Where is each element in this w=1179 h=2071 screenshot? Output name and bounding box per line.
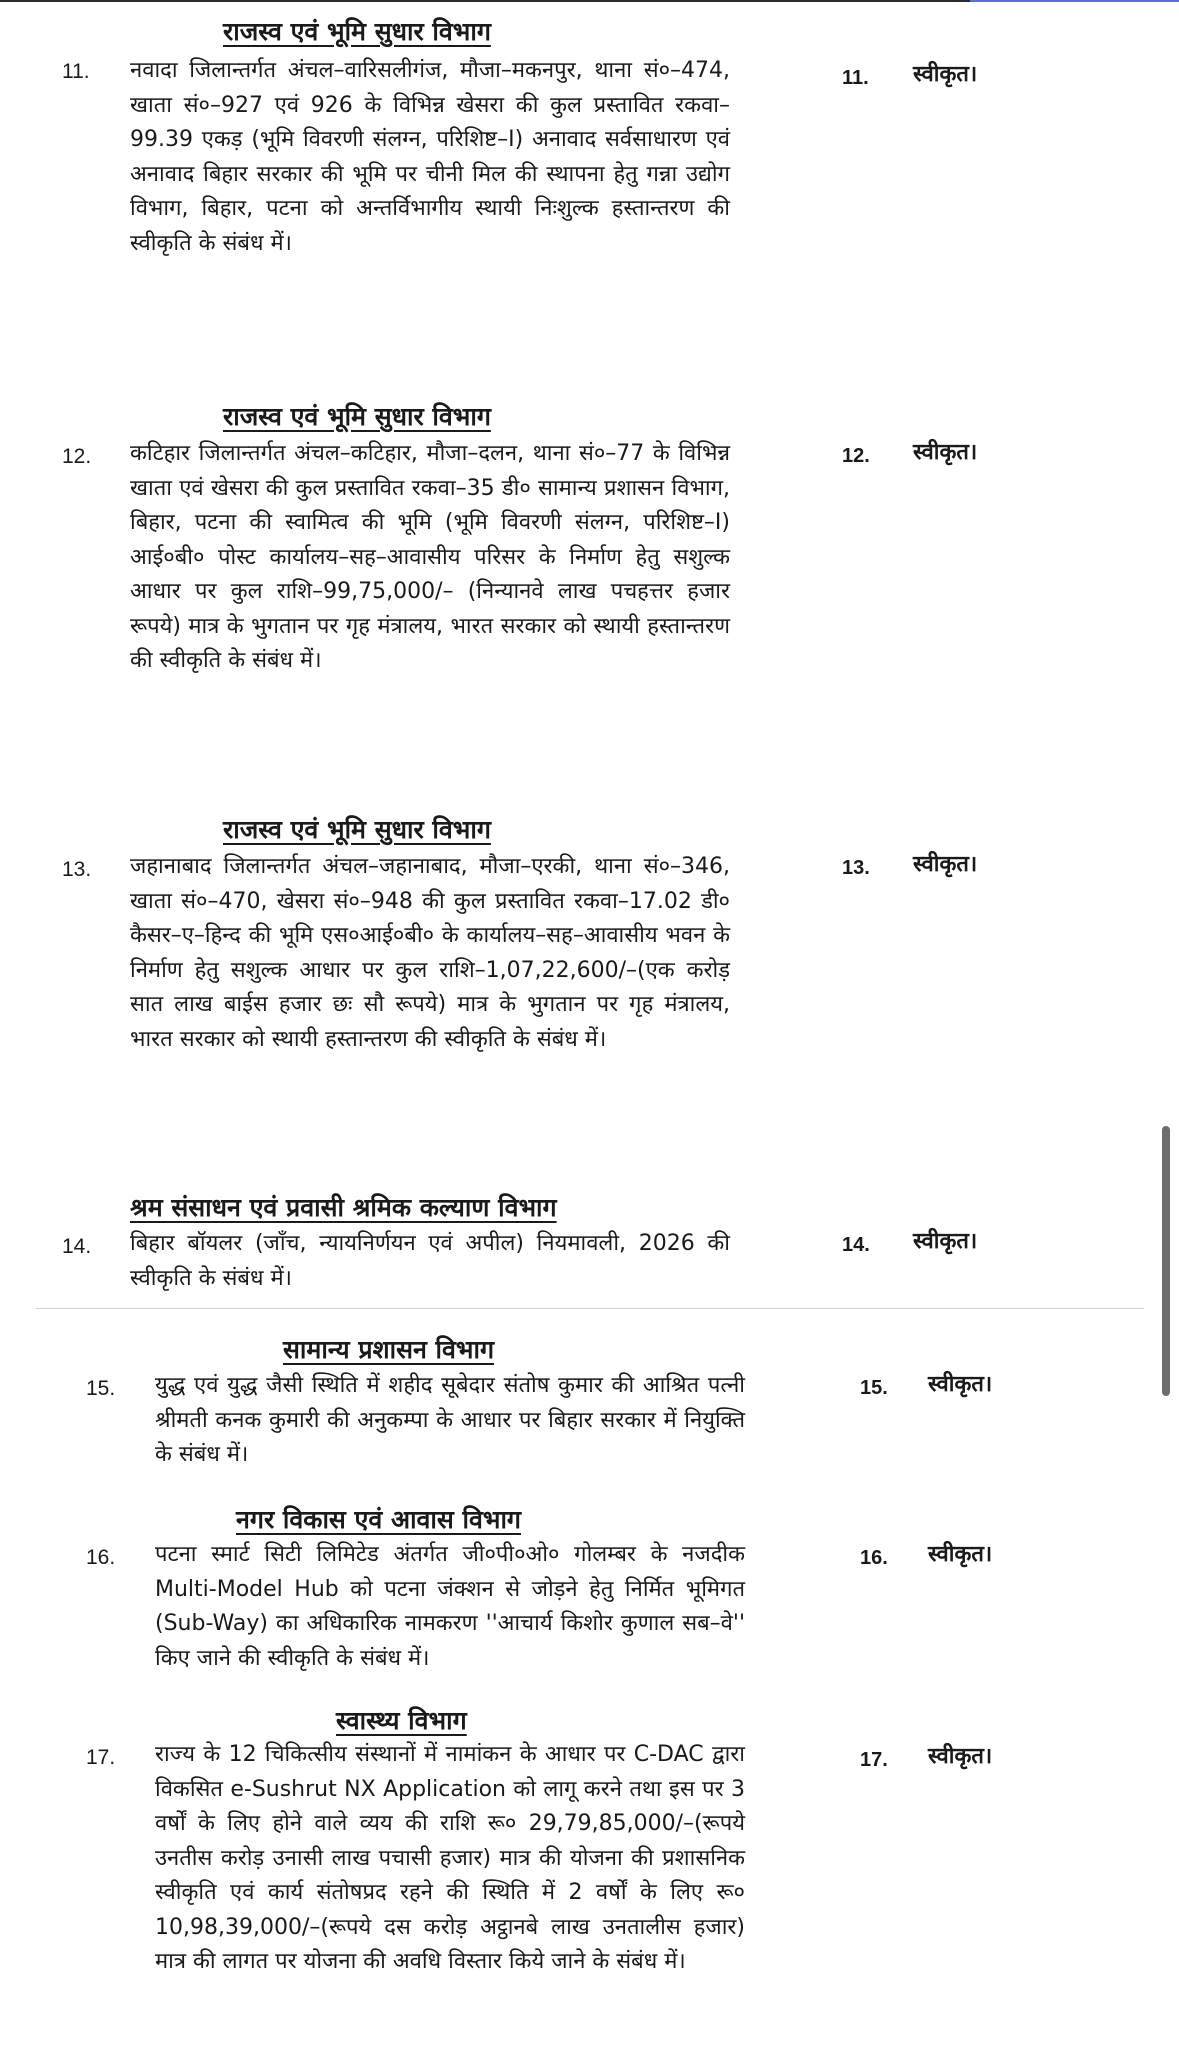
item-text: राज्य के 12 चिकित्सीय संस्थानों में नामांकन के आधार पर C-DAC द्वारा विकसित e-Sushrut NX Application को लागू करने तथा इस पर 3 वर्षों के लिए होने वाले व्यय की राशि रू० 29,79,85,000/–(रूपये उनतीस करोड़ उनासी लाख पचासी हजार) मात्र की योजना की प्रशासनिक स्वीकृति एवं कार्य संतोषप्रद रहने की स्थिति में 2 वर्षों के लिए रू० 10,98,39,000/–(रूपये दस करोड़ अट्ठानबे लाख उनतालीस हजार) मात्र की लागत पर योजना की अवधि विस्तार किये जाने के संबंध में। <box>155 1742 745 1974</box>
item-text: कटिहार जिलान्तर्गत अंचल–कटिहार, मौजा–दलन, थाना सं०–77 के विभिन्न खाता एवं खेसरा की कुल प्रस्तावित रकवा–35 डी० सामान्य प्रशासन विभाग, बिहार, पटना की स्वामित्व की भूमि (भूमि विवरणी संलग्न, परिशिष्ट–I) आई०बी० पोस्ट कार्यालय–सह–आवासीय परिसर के निर्माण हेतु सशुल्क आधार पर कुल राशि–99,75,000/– (निन्यानवे लाख पचहत्तर हजार रूपये) मात्र के भुगतान पर गृह मंत्रालय, भारत सरकार को स्थायी हस्तान्तरण की स्वीकृति के संबंध में। <box>130 441 730 673</box>
item-text: युद्ध एवं युद्ध जैसी स्थिति में शहीद सूबेदार संतोष कुमार की आश्रित पत्नी श्रीमती कनक कुमारी की अनुकम्पा के आधार पर बिहार सरकार में नियुक्ति के संबंध में। <box>155 1373 745 1467</box>
item-number: 17. <box>86 1746 116 1769</box>
decision-number: 15. <box>860 1377 888 1399</box>
department-heading: श्रम संसाधन एवं प्रवासी श्रमिक कल्याण विभाग <box>130 1193 557 1222</box>
item-number: 16. <box>86 1546 116 1569</box>
scrollbar-thumb[interactable] <box>1162 1126 1170 1396</box>
item-text: नवादा जिलान्तर्गत अंचल–वारिसलीगंज, मौजा–मकनपुर, थाना सं०–474, खाता सं०–927 एवं 926 के विभिन्न खेसरा की कुल प्रस्तावित रकवा–99.39 एकड़ (भूमि विवरणी संलग्न, परिशिष्ट–I) अनावाद सर्वसाधारण एवं अनावाद बिहार सरकार की भूमि पर चीनी मिल की स्थापना हेतु गन्ना उद्योग विभाग, बिहार, पटना को अन्तर्विभागीय स्थायी निःशुल्क हस्तान्तरण की स्वीकृति के संबंध में। <box>130 58 730 256</box>
decision-number: 16. <box>860 1547 888 1569</box>
decision-status: स्वीकृत। <box>913 440 978 465</box>
department-heading: स्वास्थ्य विभाग <box>336 1706 467 1735</box>
department-heading: राजस्व एवं भूमि सुधार विभाग <box>223 402 491 431</box>
top-rule-accent <box>970 0 1179 2</box>
decision-number: 14. <box>842 1234 870 1256</box>
item-number: 14. <box>62 1235 92 1258</box>
decision-status: स्वीकृत। <box>913 1229 978 1254</box>
item-number: 12. <box>62 445 92 468</box>
decision-number: 11. <box>842 67 869 89</box>
decision-number: 12. <box>842 445 870 467</box>
decision-status: स्वीकृत। <box>928 1372 993 1397</box>
item-number: 15. <box>86 1377 116 1400</box>
decision-number: 17. <box>860 1749 888 1771</box>
decision-status: स्वीकृत। <box>928 1542 993 1567</box>
item-text: पटना स्मार्ट सिटी लिमिटेड अंतर्गत जी०पी०ओ० गोलम्बर के नजदीक Multi-Model Hub को पटना जंक्शन से जोड़ने हेतु निर्मित भूमिगत (Sub-Way) का अधिकारिक नामकरण ''आचार्य किशोर कुणाल सब–वे'' किए जाने की स्वीकृति के संबंध में। <box>155 1542 745 1671</box>
department-heading: नगर विकास एवं आवास विभाग <box>236 1505 521 1534</box>
department-heading: राजस्व एवं भूमि सुधार विभाग <box>223 815 491 844</box>
item-text: जहानाबाद जिलान्तर्गत अंचल–जहानाबाद, मौजा–एरकी, थाना सं०–346, खाता सं०–470, खेसरा सं०–948 की कुल प्रस्तावित रकवा–17.02 डी० कैसर–ए–हिन्द की भूमि एस०आई०बी० के कार्यालय–सह–आवासीय भवन के निर्माण हेतु सशुल्क आधार पर कुल राशि–1,07,22,600/–(एक करोड़ सात लाख बाईस हजार छः सौ रूपये) मात्र के भुगतान पर गृह मंत्रालय, भारत सरकार को स्थायी हस्तान्तरण की स्वीकृति के संबंध में। <box>130 854 730 1052</box>
department-heading: राजस्व एवं भूमि सुधार विभाग <box>223 17 491 46</box>
item-number: 13. <box>62 858 92 881</box>
decision-status: स्वीकृत। <box>928 1744 993 1769</box>
decision-status: स्वीकृत। <box>913 852 978 877</box>
top-rule <box>0 0 970 2</box>
section-divider <box>36 1308 1144 1309</box>
item-text: बिहार बॉयलर (जाँच, न्यायनिर्णयन एवं अपील) नियमावली, 2026 की स्वीकृति के संबंध में। <box>130 1231 730 1291</box>
department-heading: सामान्य प्रशासन विभाग <box>283 1335 495 1364</box>
item-number: 11. <box>62 60 90 83</box>
decision-status: स्वीकृत। <box>913 62 978 87</box>
decision-number: 13. <box>842 857 870 879</box>
